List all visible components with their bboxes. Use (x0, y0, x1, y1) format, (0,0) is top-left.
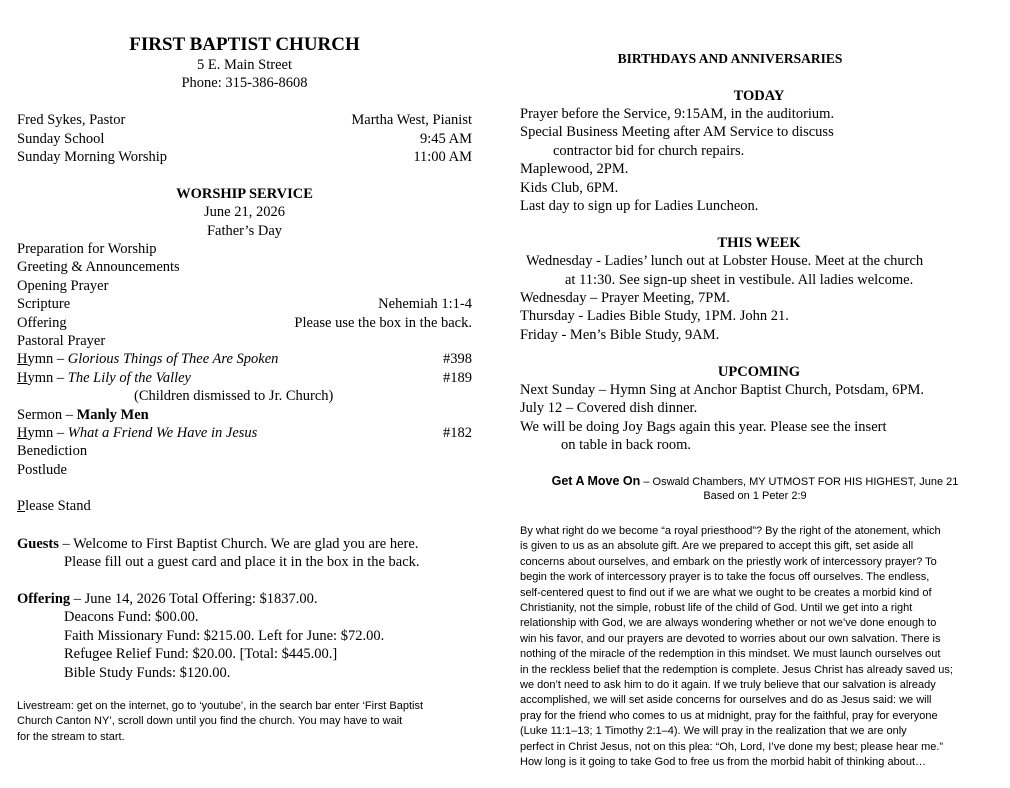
livestream-line: Livestream: get on the internet, go to ‘youtube’, in the search bar enter ‘First Baptist (17, 700, 423, 712)
guests-text: Please fill out a guest card and place it in the box in the back. (64, 554, 420, 570)
devotional-line: How long is it going to take God to free us from the morbid habit of thinking about… (520, 756, 927, 768)
devotional-line: self-centered quest to find out if we are what we ought to be creates a morbid kind of (520, 587, 932, 599)
order-item-label: Preparation for Worship (17, 241, 157, 257)
church-name: FIRST BAPTIST CHURCH (129, 34, 360, 55)
hymn-label: ymn – (27, 351, 68, 367)
today-item: Special Business Meeting after AM Service to discuss (520, 124, 834, 140)
order-item (17, 388, 472, 407)
sermon-title: Manly Men (76, 407, 149, 423)
please-stand-note (17, 498, 472, 517)
sermon-row (17, 407, 472, 426)
fund-row (17, 646, 472, 665)
livestream-line: for the stream to start. (17, 731, 125, 743)
upcoming-item: We will be doing Joy Bags again this year. Please see the insert (520, 419, 887, 435)
staff-right: 9:45 AM (420, 131, 472, 147)
devotional-line: win his favor, and our prayers are devoted to worries about our own salvation. There is (520, 633, 941, 645)
order-item (17, 462, 472, 481)
order-item (17, 443, 472, 462)
birthdays-title: BIRTHDAYS AND ANNIVERSARIES (617, 51, 843, 66)
today-item: Prayer before the Service, 9:15AM, in the auditorium. (520, 106, 835, 122)
devotional-byline: – Oswald Chambers, MY UTMOST FOR HIS HIGHEST, June 21 (640, 476, 959, 488)
livestream-line: Church Canton NY’, scroll down until you find the church. You may have to wait (17, 715, 403, 727)
worship-date: June 21, 2026 (204, 204, 285, 220)
hymn-number: #182 (443, 425, 472, 441)
this-week-title: THIS WEEK (717, 235, 801, 251)
today-item: Maplewood, 2PM. (520, 161, 629, 177)
hymn-initial: H (17, 425, 28, 441)
devotional-heading (520, 474, 990, 488)
hymn-number: #398 (443, 351, 472, 367)
order-item (17, 315, 472, 334)
upcoming-item: on table in back room. (561, 437, 692, 453)
offering-section (17, 591, 472, 610)
guests-label: Guests (17, 536, 59, 552)
offering-total: – June 14, 2026 Total Offering: $1837.00. (70, 591, 318, 607)
order-item-label: Greeting & Announcements (17, 259, 180, 275)
worship-title: WORSHIP SERVICE (176, 186, 313, 202)
week-item: at 11:30. See sign-up sheet in vestibule. All ladies welcome. (565, 272, 914, 288)
today-item: Last day to sign up for Ladies Luncheon. (520, 198, 759, 214)
order-item (17, 278, 472, 297)
offering-note: Please use the box in the back. (294, 315, 472, 331)
fund-text: Faith Missionary Fund: $215.00. Left for June: $72.00. (64, 628, 385, 644)
week-item: Thursday - Ladies Bible Study, 1PM. John 21. (520, 308, 789, 324)
order-item-label: Postlude (17, 462, 67, 478)
devotional-line: in the reckless belief that the redemption is complete. Jesus Christ has already saved us; (520, 664, 953, 676)
hymn-row (17, 425, 472, 444)
staff-right: Martha West, Pianist (351, 112, 472, 128)
fund-text: Refugee Relief Fund: $20.00. [Total: $445.00.] (64, 646, 338, 662)
staff-left: Sunday Morning Worship (17, 149, 168, 165)
fund-text: Bible Study Funds: $120.00. (64, 665, 231, 681)
week-item: Friday - Men’s Bible Study, 9AM. (520, 327, 720, 343)
upcoming-item: Next Sunday – Hymn Sing at Anchor Baptist Church, Potsdam, 6PM. (520, 382, 924, 398)
hymn-title: What a Friend We Have in Jesus (67, 425, 258, 441)
fund-row (17, 609, 472, 628)
staff-left: Sunday School (17, 131, 105, 147)
sermon-label: Sermon – (17, 407, 77, 423)
staff-row (17, 149, 472, 168)
hymn-initial: H (17, 370, 28, 386)
devotional-line: pray for the friend who comes to us at midnight, pray for the faithful, pray for everyone (520, 710, 938, 722)
hymn-number: #189 (443, 370, 472, 386)
upcoming-title: UPCOMING (717, 364, 801, 380)
upcoming-item: July 12 – Covered dish dinner. (520, 400, 698, 416)
worship-occasion: Father’s Day (206, 223, 283, 239)
today-item: Kids Club, 6PM. (520, 180, 619, 196)
staff-row (17, 131, 472, 150)
fund-row (17, 665, 472, 684)
devotional-line: begin the work of intercessory prayer is to take the focus off ourselves. The endless, (520, 571, 930, 583)
today-item: contractor bid for church repairs. (553, 143, 745, 159)
hymn-label: ymn – (27, 425, 68, 441)
staff-right: 11:00 AM (413, 149, 472, 165)
order-item (17, 296, 472, 315)
children-dismissed-note: (Children dismissed to Jr. Church) (134, 388, 334, 404)
hymn-row (17, 370, 472, 389)
today-title: TODAY (733, 88, 785, 104)
staff-row (17, 112, 472, 131)
stand-text: lease Stand (25, 498, 91, 514)
guests-line (17, 554, 472, 573)
devotional-line: concerns about ourselves, and embark on the priestly work of intercessory prayer? To (520, 556, 937, 568)
week-item: Wednesday - Ladies’ lunch out at Lobster House. Meet at the church (526, 253, 924, 269)
devotional-line: accomplished, we will set aside concerns for ourselves and do as Jesus said: we will (520, 694, 932, 706)
stand-initial: P (17, 498, 26, 514)
offering-label: Offering (17, 315, 67, 331)
devotional-line: is given to us as an absolute gift. Are we prepared to accept this gift, set aside all (520, 540, 914, 552)
order-item-label: Benediction (17, 443, 88, 459)
order-item-label: Pastoral Prayer (17, 333, 106, 349)
scripture-label: Scripture (17, 296, 71, 312)
devotional-line: perfect in Christ Jesus, not on this plea: “Oh, Lord, I’ve done my best; please hear me.” (520, 741, 944, 753)
order-item (17, 241, 472, 260)
staff-left: Fred Sykes, Pastor (17, 112, 126, 128)
devotional-line: (Luke 11:1–13; 1 Timothy 2:1–4). We will pray in the realization that we are only (520, 725, 907, 737)
offering-report-label: Offering (17, 591, 71, 607)
devotional-scripture: Based on 1 Peter 2:9 (703, 490, 807, 502)
guests-text: – Welcome to First Baptist Church. We are glad you are here. (58, 536, 419, 552)
order-item-label: Opening Prayer (17, 278, 109, 294)
devotional-line: Christianity, not the simple, robust life of the child of God. Until we get into a right (520, 602, 913, 614)
week-item: Wednesday – Prayer Meeting, 7PM. (520, 290, 730, 306)
hymn-initial: H (17, 351, 28, 367)
hymn-label: ymn – (27, 370, 68, 386)
hymn-title: The Lily of the Valley (67, 370, 191, 386)
devotional-line: we don’t need to ask him to do it again. If we truly believe that our salvation is already (520, 679, 936, 691)
scripture-ref: Nehemiah 1:1-4 (378, 296, 472, 312)
devotional-line: nothing of the miracle of the redemption in this mindset. We must launch ourselves out (520, 648, 941, 660)
guests-section (17, 536, 472, 555)
church-address: 5 E. Main Street (196, 57, 293, 73)
order-item (17, 333, 472, 352)
devotional-line: By what right do we become “a royal priesthood”? By the right of the atonement, which (520, 525, 941, 537)
church-phone: Phone: 315-386-8608 (181, 75, 308, 91)
devotional-line: relationship with God, we are always wondering whether or not we’ve done enough to (520, 617, 937, 629)
hymn-row (17, 351, 472, 370)
order-item (17, 259, 472, 278)
devotional-title: Get A Move On (551, 474, 641, 488)
fund-row (17, 628, 472, 647)
fund-text: Deacons Fund: $00.00. (64, 609, 199, 625)
hymn-title: Glorious Things of Thee Are Spoken (67, 351, 279, 367)
